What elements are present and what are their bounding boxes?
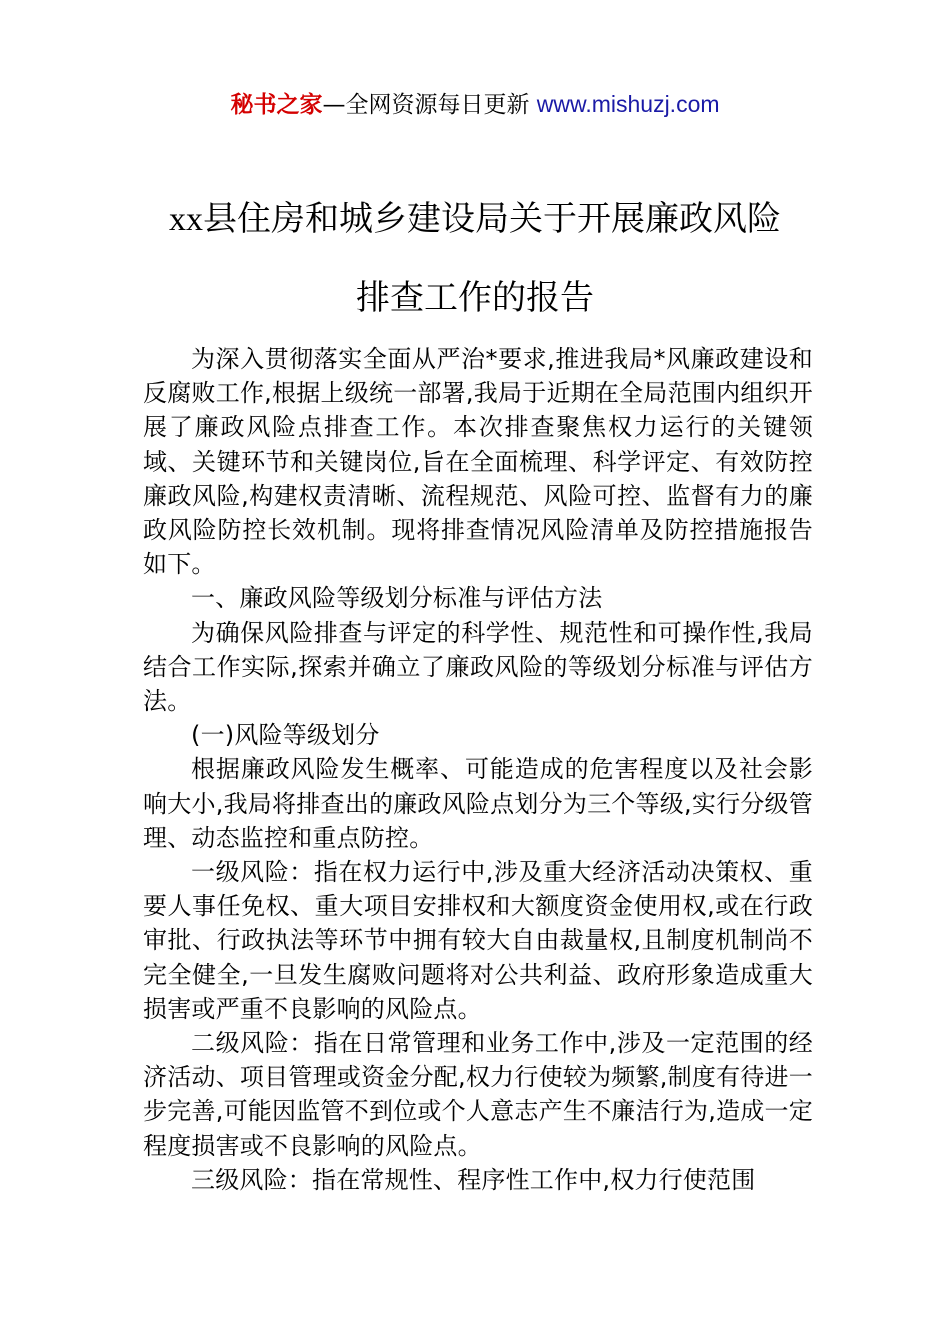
site-brand: 秘书之家: [230, 92, 323, 118]
level-1-risk-paragraph: 一级风险：指在权力运行中,涉及重大经济活动决策权、重要人事任免权、重大项目安排权和大额度资金使用权,或在行政审批、行政执法等环节中拥有较大自由裁量权,且制度机制尚不完全健全,一旦发生腐败问题将对公共利益、政府形象造成重大损害或严重不良影响的风险点。: [143, 858, 813, 1023]
document-title: [100, 180, 850, 337]
section-heading-1: 一、廉政风险等级划分标准与评估方法: [191, 584, 603, 613]
title-prefix: xx: [169, 201, 203, 238]
level-3-risk-paragraph: 三级风险：指在常规性、程序性工作中,权力行使范围: [191, 1165, 756, 1194]
intro-paragraph: 为深入贯彻落实全面从严治*要求,推进我局*风廉政建设和反腐败工作,根据上级统一部署,我局于近期在全局范围内组织开展了廉政风险点排查工作。本次排查聚焦权力运行的关键领域、关键环节和关键岗位,旨在全面梳理、科学评定、有效防控廉政风险,构建权责清晰、流程规范、风险可控、监督有力的廉政风险防控长效机制。现将排查情况风险清单及防控措施报告如下。: [143, 345, 813, 579]
level-2-risk-paragraph: 二级风险：指在日常管理和业务工作中,涉及一定范围的经济活动、项目管理或资金分配,权力行使较为频繁,制度有待进一步完善,可能因监管不到位或个人意志产生不廉洁行为,造成一定程度损害或不良影响的风险点。: [143, 1029, 813, 1160]
banner-dash: —: [322, 92, 346, 118]
section-1-paragraph: 为确保风险排查与评定的科学性、规范性和可操作性,我局结合工作实际,探索并确立了廉政风险的等级划分标准与评估方法。: [143, 618, 813, 716]
subsection-heading-1: (一)风险等级划分: [191, 721, 380, 750]
site-url[interactable]: www.mishuzj.com: [536, 91, 720, 117]
document-body: [143, 342, 813, 1197]
risk-levels-paragraph: 根据廉政风险发生概率、可能造成的危害程度以及社会影响大小,我局将排查出的廉政风险点划分为三个等级,实行分级管理、动态监控和重点防控。: [143, 755, 813, 852]
title-line-1: 县住房和城乡建设局关于开展廉政风险: [203, 199, 781, 239]
site-banner: [0, 86, 950, 123]
site-tagline: 全网资源每日更新: [345, 92, 530, 118]
title-line-2: 排查工作的报告: [356, 278, 594, 318]
